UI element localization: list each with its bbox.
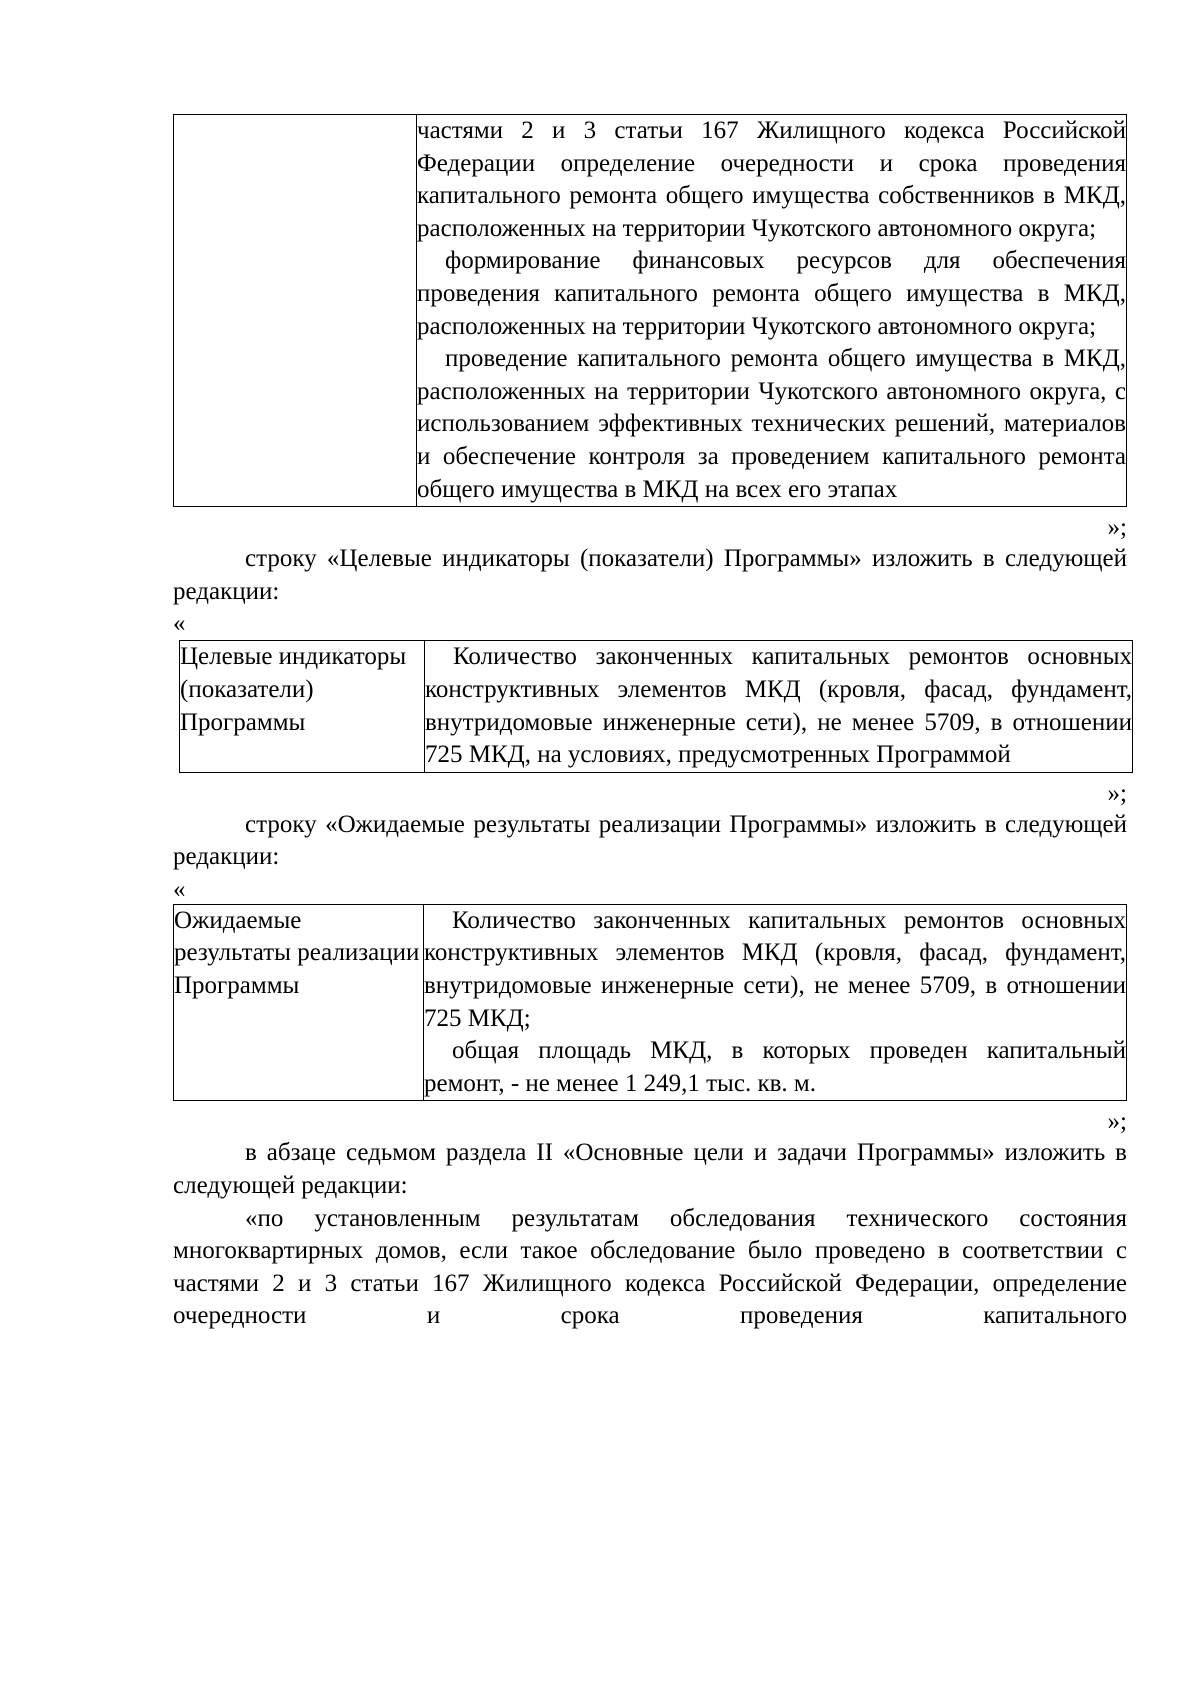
- opening-quote: «: [173, 610, 186, 638]
- table-cell-label: Целевые индикаторы (показатели) Программы: [180, 641, 425, 772]
- task-paragraph-2: формирование финансовых ресурсов для обеспечения проведения капитального ремонта общего имущества в МКД, расположенных на территории Чукотского автономного округа;: [417, 247, 1126, 340]
- table-cell-content: [417, 115, 1127, 507]
- table-program-tasks: [173, 114, 1127, 507]
- table-expected-results: [173, 904, 1127, 1102]
- table-cell-label: Ожидаемые результаты реализации Программы: [174, 904, 424, 1101]
- table-row: [174, 115, 1127, 507]
- result-paragraph-2: общая площадь МКД, в которых проведен капитальный ремонт, - не менее 1 249,1 тыс. кв. м.: [424, 1037, 1126, 1097]
- paragraph-target-indicators: строку «Целевые индикаторы (показатели) Программы» изложить в следующей редакции:: [173, 545, 1127, 605]
- task-paragraph-1: частями 2 и 3 статьи 167 Жилищного кодекса Российской Федерации определение очередности и срока проведения капитального ремонта общего имущества собственников в МКД, расположенных на территории Чукотского автономного округа;: [417, 117, 1126, 242]
- closing-quote: »;: [1107, 1108, 1127, 1136]
- task-paragraph-3: проведение капитального ремонта общего имущества в МКД, расположенных на территории Чукотского автономного округа, с использованием эффективных технических решений, материалов и обеспечение контроля за проведением капитального ремонта общего имущества в МКД на всех его этапах: [417, 345, 1126, 503]
- table-target-indicators: [179, 640, 1133, 772]
- table-cell-content: Количество законченных капитальных ремонтов основных конструктивных элементов МКД (кровля, фасад, фундамент, внутридомовые инженерные сети), не менее 5709, в отношении 725 МКД, на условиях, предусмотренных Программой: [425, 641, 1133, 772]
- table-cell-label: [174, 115, 417, 507]
- table-row: [174, 904, 1127, 1101]
- table-cell-content: [424, 904, 1127, 1101]
- paragraph-section-two: в абзаце седьмом раздела II «Основные цели и задачи Программы» изложить в следующей редакции:: [173, 1139, 1127, 1200]
- opening-quote: «: [173, 875, 186, 903]
- closing-quote: »;: [1107, 514, 1127, 542]
- table-row: [180, 641, 1133, 772]
- paragraph-expected-results: строку «Ожидаемые результаты реализации Программы» изложить в следующей редакции:: [173, 810, 1127, 871]
- document-body: [173, 114, 1132, 1333]
- closing-quote: »;: [1107, 779, 1127, 807]
- result-paragraph-1: Количество законченных капитальных ремонтов основных конструктивных элементов МКД (кровля, фасад, фундамент, внутридомовые инженерные сети), не менее 5709, в отношении 725 МКД;: [424, 906, 1126, 1032]
- paragraph-section-two-text: «по установленным результатам обследования технического состояния многоквартирных домов, если такое обследование было проведено в соответствии с частями 2 и 3 статьи 167 Жилищного кодекса Российской Федерации, определение очередности и срока проведения капитального: [173, 1204, 1127, 1330]
